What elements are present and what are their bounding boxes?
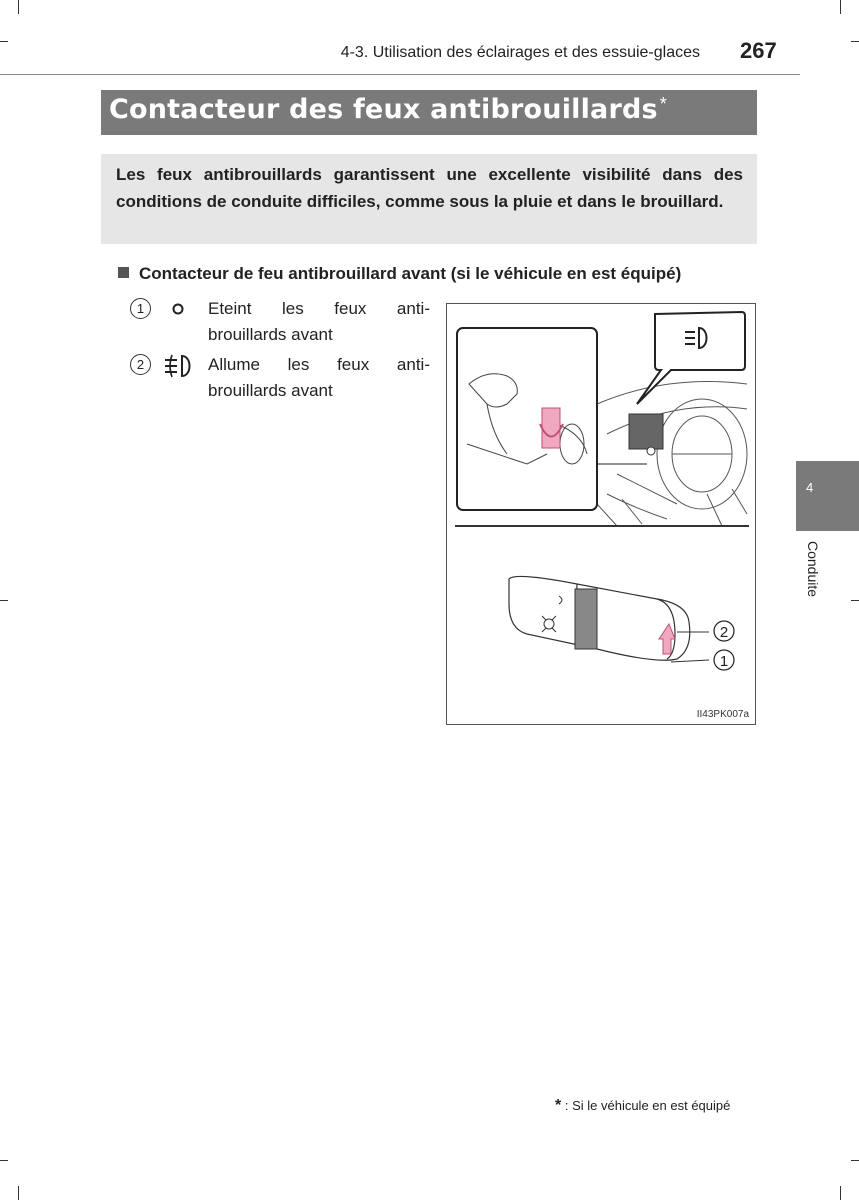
- item-number-badge: 2: [130, 354, 151, 375]
- crop-mark: [0, 1160, 8, 1161]
- item-text-line: brouillards avant: [208, 325, 333, 344]
- crop-mark: [0, 600, 8, 601]
- crop-mark: [0, 41, 8, 42]
- footnote: [555, 1097, 730, 1115]
- item-text: [208, 296, 430, 348]
- fog-switch-illustration: [447, 304, 757, 726]
- title-bar: [101, 90, 757, 135]
- list-item: [130, 352, 430, 404]
- item-text-line: Allume les feux anti-: [208, 355, 430, 374]
- crop-mark: [18, 1186, 19, 1200]
- footnote-marker: *: [555, 1097, 562, 1114]
- page-title: Contacteur des feux antibrouillards: [109, 94, 658, 125]
- callout-1: 1: [719, 653, 729, 670]
- header-rule: [0, 74, 800, 75]
- crop-mark: [851, 1160, 859, 1161]
- chapter-number: 4: [806, 480, 814, 495]
- intro-box: Les feux antibrouillards garantissent une excellente visibilité dans des conditions de conduite difficiles, comme sous la pluie et dans le brouillard.: [101, 154, 757, 244]
- crop-mark: [840, 1186, 841, 1200]
- callout-2: 2: [719, 624, 729, 641]
- subheading: [118, 264, 681, 284]
- crop-mark: [840, 0, 841, 14]
- item-number-badge: 1: [130, 298, 151, 319]
- crop-mark: [18, 0, 19, 14]
- front-fog-light-icon: [162, 352, 196, 388]
- illustration-figure: [446, 303, 756, 725]
- section-header: 4-3. Utilisation des éclairages et des essuie-glaces: [340, 44, 700, 61]
- title-footnote-marker: *: [659, 94, 667, 114]
- item-text-line: brouillards avant: [208, 381, 333, 400]
- bullet-square-icon: [118, 267, 129, 278]
- off-circle-icon: [170, 296, 186, 330]
- chapter-label: Conduite: [805, 541, 821, 598]
- crop-mark: [851, 600, 859, 601]
- item-text-line: Eteint les feux anti-: [208, 299, 430, 318]
- subheading-text: Contacteur de feu antibrouillard avant (si le véhicule en est équipé): [139, 264, 682, 283]
- list-item: [130, 296, 430, 348]
- page-number: 267: [740, 38, 777, 63]
- crop-mark: [851, 41, 859, 42]
- chapter-tab: [796, 461, 859, 531]
- footnote-text: : Si le véhicule en est équipé: [564, 1098, 731, 1113]
- item-text: [208, 352, 430, 404]
- figure-code: II43PK007a: [696, 709, 749, 720]
